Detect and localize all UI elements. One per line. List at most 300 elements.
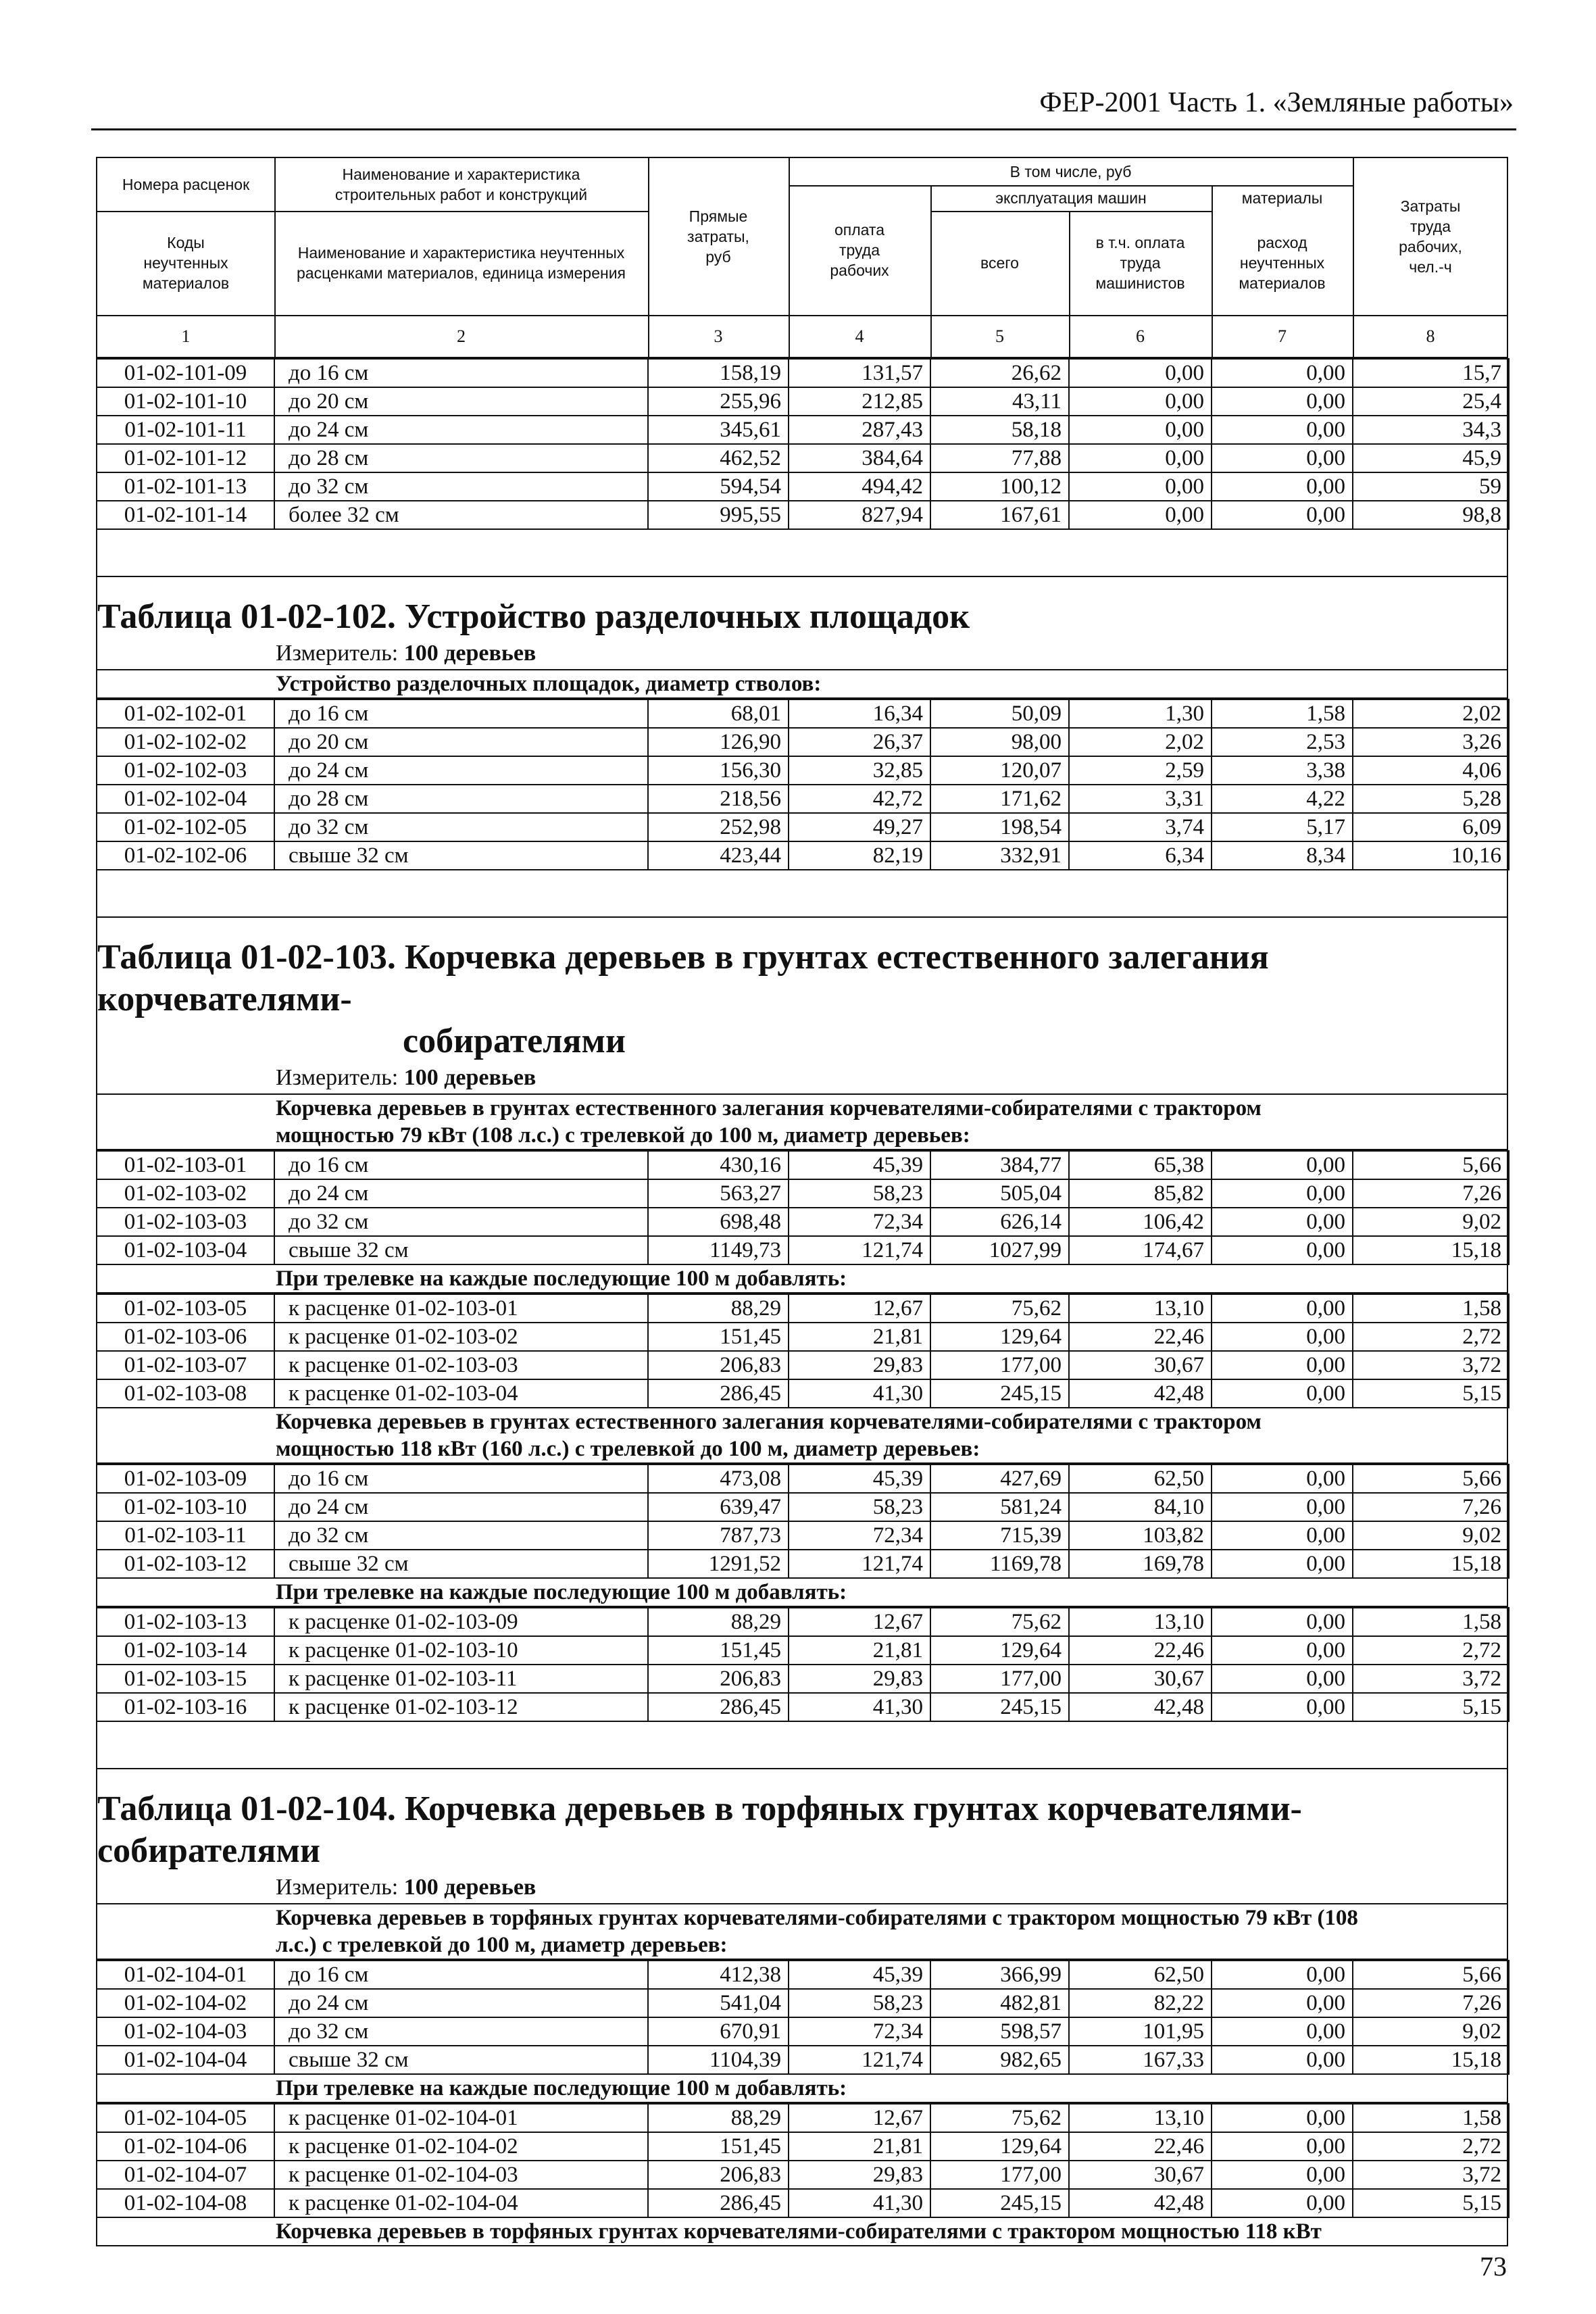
table-104-subheading-2: Корчевка деревьев в торфяных грунтах корчевателями-собирателями с трактором мощностью 118 кВт [276,2219,1322,2244]
labor-hours-cell: 2,72 [1353,1636,1509,1665]
rate-code-cell: 01-02-101-11 [97,416,274,444]
table-102-meter [97,638,1507,670]
rate-code-cell: 01-02-104-06 [97,2132,274,2161]
direct-costs-cell: 787,73 [648,1521,789,1550]
operators-pay-cell: 42,48 [1069,1379,1212,1408]
labor-hours-cell: 3,72 [1353,2161,1509,2189]
col-material-codes-heading: Коды неучтенных материалов [142,234,230,292]
worker-pay-cell: 58,23 [789,1179,930,1208]
work-name-cell: до 20 см [274,728,648,756]
labor-hours-cell: 15,18 [1353,2046,1509,2074]
material-use-cell: 0,00 [1212,1294,1353,1323]
material-use-cell: 0,00 [1212,359,1353,387]
table-104-rows-2 [96,2103,1510,2218]
labor-hours-cell: 7,26 [1353,1493,1509,1521]
work-name-cell: свыше 32 см [274,1550,648,1578]
rate-code-cell: 01-02-103-05 [97,1294,274,1323]
machine-total-cell: 129,64 [930,1636,1069,1665]
table-row [97,1464,1509,1493]
table-103-rows-2 [96,1294,1510,1408]
labor-hours-cell: 5,66 [1353,1151,1509,1179]
direct-costs-cell: 151,45 [648,1323,789,1351]
labor-hours-cell: 5,15 [1353,2189,1509,2217]
table-row [97,813,1509,841]
rate-code-cell: 01-02-104-07 [97,2161,274,2189]
work-name-cell: свыше 32 см [274,2046,648,2074]
rate-code-cell: 01-02-101-14 [97,501,274,529]
table-row [97,416,1509,444]
work-name-cell: до 32 см [274,1208,648,1236]
work-name-cell: до 28 см [274,785,648,813]
worker-pay-cell: 42,72 [789,785,930,813]
operators-pay-cell: 30,67 [1069,1665,1212,1693]
col-material-use-heading: расход неучтенных материалов [1239,234,1326,292]
work-name-cell: до 32 см [274,813,648,841]
direct-costs-cell: 594,54 [648,472,789,501]
operators-pay-cell: 3,74 [1069,813,1212,841]
operators-pay-cell: 1,30 [1069,699,1212,728]
rate-code-cell: 01-02-103-03 [97,1208,274,1236]
material-use-cell: 4,22 [1212,785,1353,813]
subheading-line: Корчевка деревьев в торфяных грунтах корчевателями-собирателями с трактором мощностью 79 кВт (108 [276,1906,1358,1930]
operators-pay-cell: 42,48 [1069,2189,1212,2217]
direct-costs-cell: 286,45 [648,2189,789,2217]
table-row [97,1989,1509,2017]
machine-total-cell: 43,11 [930,387,1069,416]
material-use-cell: 0,00 [1212,1636,1353,1665]
operators-pay-cell: 3,31 [1069,785,1212,813]
work-name-cell: до 24 см [274,756,648,785]
worker-pay-cell: 12,67 [789,2104,930,2132]
worker-pay-cell: 72,34 [789,1208,930,1236]
work-name-cell: к расценке 01-02-103-11 [274,1665,648,1693]
column-number: 6 [1136,326,1145,346]
direct-costs-cell: 1149,73 [648,1236,789,1264]
subheading-line: Корчевка деревьев в грунтах естественного залегания корчевателями-собирателями с трактором [276,1410,1262,1434]
direct-costs-cell: 68,01 [648,699,789,728]
table-row [97,2104,1509,2132]
operators-pay-cell: 0,00 [1069,444,1212,472]
labor-hours-cell: 59 [1353,472,1509,501]
labor-hours-cell: 1,58 [1353,1608,1509,1636]
table-row [97,2189,1509,2217]
rate-code-cell: 01-02-102-02 [97,728,274,756]
operators-pay-cell: 167,33 [1069,2046,1212,2074]
work-name-cell: к расценке 01-02-103-02 [274,1323,648,1351]
work-name-cell: к расценке 01-02-103-09 [274,1608,648,1636]
material-use-cell: 5,17 [1212,813,1353,841]
worker-pay-cell: 82,19 [789,841,930,870]
table-102-title: Таблица 01-02-102. Устройство разделочных площадок [97,597,970,636]
machine-total-cell: 598,57 [930,2017,1069,2046]
worker-pay-cell: 41,30 [789,1693,930,1721]
rate-code-cell: 01-02-102-03 [97,756,274,785]
machine-total-cell: 50,09 [930,699,1069,728]
rate-code-cell: 01-02-101-10 [97,387,274,416]
rate-code-cell: 01-02-103-15 [97,1665,274,1693]
table-row [97,2046,1509,2074]
table-row [97,1665,1509,1693]
table-row [97,841,1509,870]
col-labor-heading: Затраты труда рабочих, чел.-ч [1399,197,1462,276]
machine-total-cell: 171,62 [930,785,1069,813]
labor-hours-cell: 1,58 [1353,1294,1509,1323]
labor-hours-cell: 5,15 [1353,1379,1509,1408]
table-body [96,358,1508,2246]
meter-label: Измеритель: [276,641,399,666]
material-use-cell: 0,00 [1212,1179,1353,1208]
machine-total-cell: 1027,99 [930,1236,1069,1264]
operators-pay-cell: 42,48 [1069,1693,1212,1721]
operators-pay-cell: 85,82 [1069,1179,1212,1208]
machine-total-cell: 75,62 [930,1294,1069,1323]
labor-hours-cell: 15,18 [1353,1236,1509,1264]
labor-hours-cell: 25,4 [1353,387,1509,416]
rate-code-cell: 01-02-103-08 [97,1379,274,1408]
direct-costs-cell: 698,48 [648,1208,789,1236]
worker-pay-cell: 26,37 [789,728,930,756]
worker-pay-cell: 21,81 [789,2132,930,2161]
table-row [97,1608,1509,1636]
operators-pay-cell: 169,78 [1069,1550,1212,1578]
table-row [97,1179,1509,1208]
table-row [97,1379,1509,1408]
worker-pay-cell: 21,81 [789,1636,930,1665]
worker-pay-cell: 21,81 [789,1323,930,1351]
column-number: 4 [855,326,864,346]
table-104-meter [97,1872,1507,1904]
work-name-cell: до 24 см [274,416,648,444]
table-row [97,1961,1509,1989]
table-row [97,1550,1509,1578]
rate-code-cell: 01-02-103-04 [97,1236,274,1264]
spacer [97,870,1507,918]
column-number: 1 [181,326,191,346]
worker-pay-cell: 827,94 [789,501,930,529]
direct-costs-cell: 345,61 [648,416,789,444]
meter-label: Измеритель: [276,1875,399,1900]
labor-hours-cell: 6,09 [1353,813,1509,841]
labor-hours-cell: 3,72 [1353,1665,1509,1693]
rate-code-cell: 01-02-103-11 [97,1521,274,1550]
material-use-cell: 0,00 [1212,387,1353,416]
table-row [97,785,1509,813]
col-materials-heading: материалы [1241,189,1323,207]
table-103-rows-4 [96,1607,1510,1722]
material-use-cell: 1,58 [1212,699,1353,728]
table-103-subheading-1 [97,1095,1507,1150]
worker-pay-cell: 494,42 [789,472,930,501]
labor-hours-cell: 9,02 [1353,1521,1509,1550]
col-material-name-heading: Наименование и характеристика неучтенных расценками материалов, единица измерения [296,244,626,282]
labor-hours-cell: 2,72 [1353,2132,1509,2161]
worker-pay-cell: 12,67 [789,1294,930,1323]
operators-pay-cell: 65,38 [1069,1151,1212,1179]
table-row [97,699,1509,728]
work-name-cell: до 32 см [274,1521,648,1550]
column-number: 5 [995,326,1004,346]
table-104-rows-1 [96,1960,1510,2075]
table-103-rows-1 [96,1150,1510,1265]
material-use-cell: 0,00 [1212,1351,1353,1379]
material-use-cell: 0,00 [1212,1693,1353,1721]
worker-pay-cell: 41,30 [789,1379,930,1408]
meter-value: 100 деревьев [403,1875,537,1900]
table-row [97,1693,1509,1721]
worker-pay-cell: 58,23 [789,1493,930,1521]
work-name-cell: до 24 см [274,1179,648,1208]
direct-costs-cell: 88,29 [648,1294,789,1323]
direct-costs-cell: 252,98 [648,813,789,841]
operators-pay-cell: 2,02 [1069,728,1212,756]
running-header: ФЕР-2001 Часть 1. «Земляные работы» [1039,87,1514,118]
material-use-cell: 0,00 [1212,1608,1353,1636]
rate-code-cell: 01-02-103-01 [97,1151,274,1179]
labor-hours-cell: 9,02 [1353,1208,1509,1236]
material-use-cell: 0,00 [1212,1961,1353,1989]
rates-table-frame [96,157,1508,2244]
operators-pay-cell: 22,46 [1069,1636,1212,1665]
direct-costs-cell: 639,47 [648,1493,789,1521]
rate-code-cell: 01-02-103-06 [97,1323,274,1351]
machine-total-cell: 167,61 [930,501,1069,529]
direct-costs-cell: 151,45 [648,1636,789,1665]
table-103-title [97,918,1507,1062]
labor-hours-cell: 45,9 [1353,444,1509,472]
table-103-title-line2: собирателями [403,1022,626,1060]
material-use-cell: 0,00 [1212,1236,1353,1264]
work-name-cell: к расценке 01-02-104-03 [274,2161,648,2189]
operators-pay-cell: 13,10 [1069,1294,1212,1323]
operators-pay-cell: 30,67 [1069,1351,1212,1379]
column-headings [96,157,1508,358]
worker-pay-cell: 121,74 [789,1236,930,1264]
col-including-heading: В том числе, руб [1009,163,1132,180]
worker-pay-cell: 49,27 [789,813,930,841]
material-use-cell: 0,00 [1212,1665,1353,1693]
direct-costs-cell: 563,27 [648,1179,789,1208]
work-name-cell: до 24 см [274,1493,648,1521]
machine-total-cell: 198,54 [930,813,1069,841]
header-rule [91,128,1516,130]
labor-hours-cell: 5,66 [1353,1961,1509,1989]
operators-pay-cell: 13,10 [1069,2104,1212,2132]
worker-pay-cell: 384,64 [789,444,930,472]
table-row [97,1636,1509,1665]
work-name-cell: до 16 см [274,1961,648,1989]
labor-hours-cell: 9,02 [1353,2017,1509,2046]
labor-hours-cell: 2,02 [1353,699,1509,728]
material-use-cell: 0,00 [1212,416,1353,444]
worker-pay-cell: 41,30 [789,2189,930,2217]
rate-code-cell: 01-02-102-01 [97,699,274,728]
work-name-cell: до 16 см [274,359,648,387]
machine-total-cell: 177,00 [930,2161,1069,2189]
direct-costs-cell: 88,29 [648,1608,789,1636]
material-use-cell: 0,00 [1212,1521,1353,1550]
table-row [97,2132,1509,2161]
machine-total-cell: 384,77 [930,1151,1069,1179]
rate-code-cell: 01-02-103-07 [97,1351,274,1379]
col-machine-ops-heading: эксплуатация машин [995,189,1147,207]
operators-pay-cell: 0,00 [1069,359,1212,387]
material-use-cell: 0,00 [1212,2132,1353,2161]
col-rate-number-heading: Номера расценок [122,176,250,193]
work-name-cell: к расценке 01-02-103-01 [274,1294,648,1323]
rate-code-cell: 01-02-104-01 [97,1961,274,1989]
operators-pay-cell: 101,95 [1069,2017,1212,2046]
worker-pay-cell: 287,43 [789,416,930,444]
table-row [97,1294,1509,1323]
material-use-cell: 0,00 [1212,1464,1353,1493]
col-worker-pay-heading: оплата труда рабочих [830,221,889,279]
labor-hours-cell: 15,7 [1353,359,1509,387]
material-use-cell: 0,00 [1212,2161,1353,2189]
rate-code-cell: 01-02-103-09 [97,1464,274,1493]
work-name-cell: до 16 см [274,1464,648,1493]
rate-code-cell: 01-02-103-13 [97,1608,274,1636]
worker-pay-cell: 58,23 [789,1989,930,2017]
rates-rows [96,358,1510,530]
machine-total-cell: 75,62 [930,2104,1069,2132]
material-use-cell: 0,00 [1212,2046,1353,2074]
column-number: 2 [457,326,466,346]
table-row [97,1236,1509,1264]
table-row [97,1208,1509,1236]
rate-code-cell: 01-02-104-08 [97,2189,274,2217]
machine-total-cell: 245,15 [930,1693,1069,1721]
machine-total-cell: 58,18 [930,416,1069,444]
table-103-rows-3 [96,1464,1510,1579]
work-name-cell: до 20 см [274,387,648,416]
table-row [97,756,1509,785]
rate-code-cell: 01-02-102-06 [97,841,274,870]
worker-pay-cell: 32,85 [789,756,930,785]
work-name-cell: до 32 см [274,472,648,501]
material-use-cell: 8,34 [1212,841,1353,870]
machine-total-cell: 982,65 [930,2046,1069,2074]
labor-hours-cell: 4,06 [1353,756,1509,785]
direct-costs-cell: 206,83 [648,2161,789,2189]
machine-total-cell: 26,62 [930,359,1069,387]
spacer [97,1722,1507,1769]
machine-total-cell: 1169,78 [930,1550,1069,1578]
operators-pay-cell: 174,67 [1069,1236,1212,1264]
operators-pay-cell: 62,50 [1069,1464,1212,1493]
column-number: 8 [1426,326,1435,346]
machine-total-cell: 129,64 [930,2132,1069,2161]
col-direct-costs-heading: Прямые затраты, руб [687,207,749,266]
labor-hours-cell: 10,16 [1353,841,1509,870]
machine-total-cell: 177,00 [930,1665,1069,1693]
work-name-cell: к расценке 01-02-104-04 [274,2189,648,2217]
work-name-cell: к расценке 01-02-104-01 [274,2104,648,2132]
machine-total-cell: 100,12 [930,472,1069,501]
meter-value: 100 деревьев [403,1065,537,1090]
table-row [97,728,1509,756]
rate-code-cell: 01-02-101-13 [97,472,274,501]
table-row [97,1323,1509,1351]
table-row [97,359,1509,387]
worker-pay-cell: 212,85 [789,387,930,416]
material-use-cell: 0,00 [1212,2104,1353,2132]
table-row [97,1493,1509,1521]
direct-costs-cell: 206,83 [648,1665,789,1693]
spacer [97,530,1507,577]
material-use-cell: 0,00 [1212,2189,1353,2217]
material-use-cell: 0,00 [1212,1151,1353,1179]
direct-costs-cell: 218,56 [648,785,789,813]
machine-total-cell: 366,99 [930,1961,1069,1989]
direct-costs-cell: 286,45 [648,1379,789,1408]
worker-pay-cell: 45,39 [789,1151,930,1179]
direct-costs-cell: 1291,52 [648,1550,789,1578]
work-name-cell: до 16 см [274,699,648,728]
labor-hours-cell: 5,15 [1353,1693,1509,1721]
labor-hours-cell: 7,26 [1353,1179,1509,1208]
rate-code-cell: 01-02-101-12 [97,444,274,472]
operators-pay-cell: 0,00 [1069,472,1212,501]
direct-costs-cell: 1104,39 [648,2046,789,2074]
table-104-subheading-1 [97,1904,1507,1960]
table-102-subheading: Устройство разделочных площадок, диаметр стволов: [97,670,1507,699]
table-103-title-line1: Таблица 01-02-103. Корчевка деревьев в грунтах естественного залегания корчевателями- [97,938,1269,1018]
labor-hours-cell: 1,58 [1353,2104,1509,2132]
rate-code-cell: 01-02-102-04 [97,785,274,813]
direct-costs-cell: 206,83 [648,1351,789,1379]
rate-code-cell: 01-02-102-05 [97,813,274,841]
table-103-meter [97,1062,1507,1095]
labor-hours-cell: 5,28 [1353,785,1509,813]
material-use-cell: 0,00 [1212,1208,1353,1236]
rate-code-cell: 01-02-103-14 [97,1636,274,1665]
table-row [97,2017,1509,2046]
operators-pay-cell: 30,67 [1069,2161,1212,2189]
worker-pay-cell: 45,39 [789,1961,930,1989]
table-row [97,387,1509,416]
operators-pay-cell: 0,00 [1069,387,1212,416]
operators-pay-cell: 62,50 [1069,1961,1212,1989]
machine-total-cell: 482,81 [930,1989,1069,2017]
direct-costs-cell: 156,30 [648,756,789,785]
machine-total-cell: 120,07 [930,756,1069,785]
material-use-cell: 0,00 [1212,444,1353,472]
meter-label: Измеритель: [276,1065,399,1090]
work-name-cell: свыше 32 см [274,841,648,870]
material-use-cell: 0,00 [1212,472,1353,501]
work-name-cell: до 16 см [274,1151,648,1179]
table-row [97,1521,1509,1550]
labor-hours-cell: 15,18 [1353,1550,1509,1578]
worker-pay-cell: 72,34 [789,2017,930,2046]
subheading-line: Корчевка деревьев в грунтах естественного залегания корчевателями-собирателями с трактором [276,1096,1262,1121]
material-use-cell: 0,00 [1212,1493,1353,1521]
table-row [97,1351,1509,1379]
table-row [97,501,1509,529]
work-name-cell: свыше 32 см [274,1236,648,1264]
operators-pay-cell: 103,82 [1069,1521,1212,1550]
material-use-cell: 0,00 [1212,1550,1353,1578]
table-103-add-note-2: При трелевке на каждые последующие 100 м добавлять: [97,1579,1507,1607]
operators-pay-cell: 6,34 [1069,841,1212,870]
col-operators-pay-heading: в т.ч. оплата труда машинистов [1095,234,1185,292]
direct-costs-cell: 430,16 [648,1151,789,1179]
table-104-title: Таблица 01-02-104. Корчевка деревьев в торфяных грунтах корчевателями-собирателями [97,1790,1302,1870]
direct-costs-cell: 473,08 [648,1464,789,1493]
direct-costs-cell: 286,45 [648,1693,789,1721]
machine-total-cell: 177,00 [930,1351,1069,1379]
machine-total-cell: 581,24 [930,1493,1069,1521]
